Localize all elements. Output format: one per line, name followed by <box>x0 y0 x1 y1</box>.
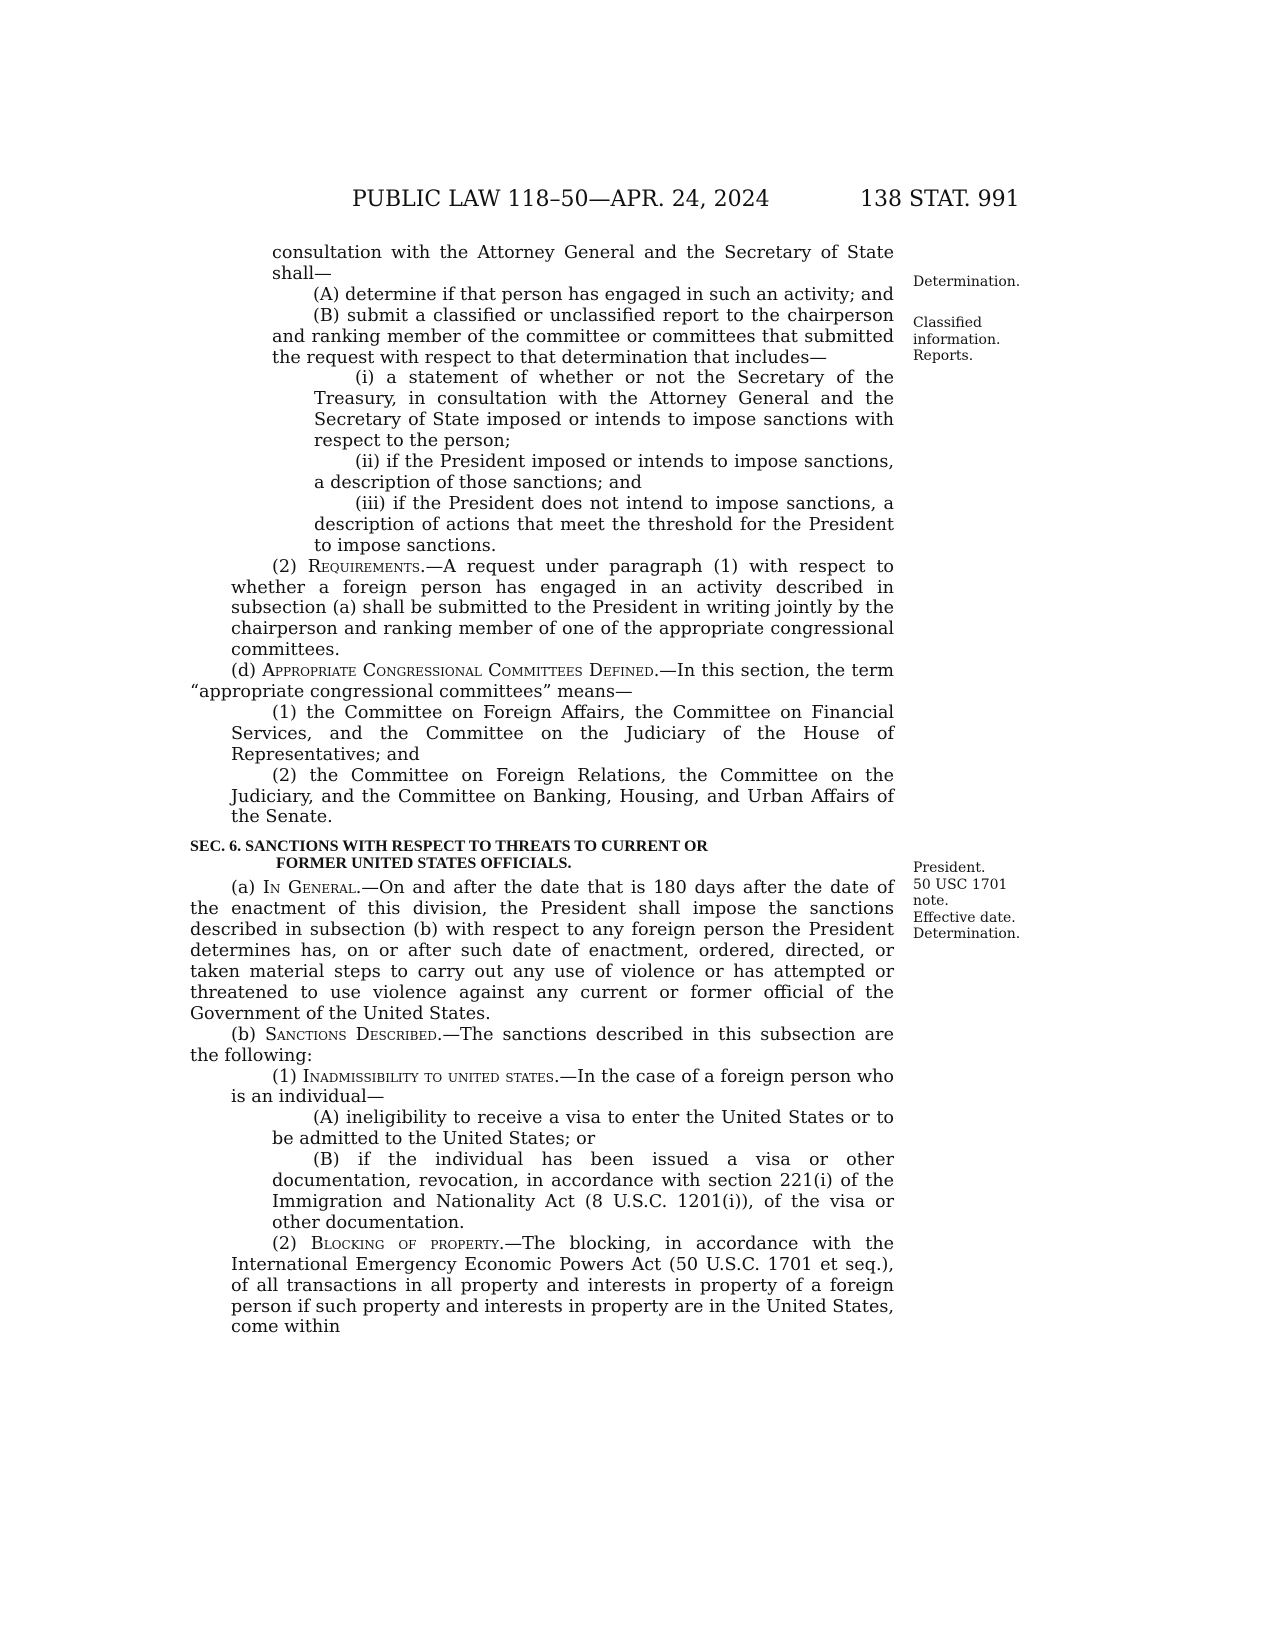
subsection-b-sanctions-described <box>190 1025 894 1067</box>
subsection-a-in-general <box>190 878 894 1024</box>
subsection-letter: (d) <box>231 661 263 682</box>
margin-note-classified-reports <box>913 315 1000 365</box>
subsection-text: .—The sanctions described in this subsection are the following: <box>190 1024 894 1066</box>
subparagraph-A-visa-ineligibility: (A) ineligibility to receive a visa to enter the United States or to be admitted to the United States; or <box>272 1108 894 1150</box>
subsection-letter: (a) <box>231 878 263 899</box>
section-heading-line: SEC. 6. SANCTIONS WITH RESPECT TO THREATS TO CURRENT OR <box>190 838 708 856</box>
paragraph-heading: Inadmissibility to united states <box>302 1066 554 1087</box>
paragraph-2-requirements <box>231 557 894 662</box>
paragraph-number: (2) <box>272 1233 311 1254</box>
subsection-heading: Sanctions Described <box>264 1024 437 1045</box>
paragraph-heading: Requirements <box>307 556 421 577</box>
section-heading-line: FORMER UNITED STATES OFFICIALS. <box>276 855 572 873</box>
margin-note-line: Determination. <box>913 926 1021 942</box>
subsection-heading: Appropriate Congressional Committees Defined <box>262 661 654 682</box>
clause-i-statement: (i) a statement of whether or not the Secretary of the Treasury, in consultation with the Attorney General and the Secretary of State imposed or intends to impose sanctions with respect to the person; <box>314 368 894 452</box>
paragraph-2-blocking-of-property <box>231 1234 894 1339</box>
stat-page-number: 138 STAT. 991 <box>860 187 1020 212</box>
margin-note-determination <box>913 274 1020 291</box>
subsection-letter: (b) <box>231 1024 265 1045</box>
margin-note-line: Determination. <box>913 274 1021 290</box>
section-6-heading <box>190 838 894 872</box>
paragraph-continuation: consultation with the Attorney General and the Secretary of State shall— <box>272 243 894 284</box>
statute-body <box>190 243 895 1338</box>
running-head-title: PUBLIC LAW 118–50—APR. 24, 2024 <box>352 187 770 212</box>
subsection-d-definitions <box>190 661 894 703</box>
subparagraph-B-visa-revocation: (B) if the individual has been issued a visa or other documentation, revocation, in accordance with section 221(i) of the Immigration and Nationality Act (8 U.S.C. 1201(i)), of the visa or other documentation. <box>272 1150 894 1233</box>
paragraph-text: .—The blocking, in accordance with the International Emergency Economic Powers Act (50 U.S.C. 1701 et seq.), of all transactions in all property and interests in property of a foreign person if such property and interests in property are in the United States, come within <box>231 1233 895 1338</box>
subsection-heading: In General <box>262 878 356 899</box>
paragraph-number: (1) <box>272 1066 303 1087</box>
paragraph-text: .—A request under paragraph (1) with respect to whether a foreign person has engaged in an activity described in subsection (a) shall be submitted to the President in writing jointly by the chairperson and ranking member of one of the appropriate congressional committees. <box>231 556 894 661</box>
margin-note-line: Effective date. <box>913 909 1016 926</box>
paragraph-2-senate-committees: (2) the Committee on Foreign Relations, the Committee on the Judiciary, and the Committee on Banking, Housing, and Urban Affairs of the Senate. <box>231 765 894 828</box>
margin-note-line: 50 USC 1701 <box>913 876 1008 893</box>
paragraph-number: (2) <box>272 556 308 577</box>
margin-note-line: Classified <box>913 315 982 331</box>
subsection-text: .—On and after the date that is 180 days after the date of the enactment of this division, the President shall impose the sanctions described in subsection (b) with respect to any foreign person the President determines has, on or after such date of enactment, ordered, directed, or taken material steps to carry out any use of violence or has attempted or threatened to use violence against any current or former official of the Government of the United States. <box>190 878 894 1024</box>
margin-note-section-6 <box>913 860 1020 943</box>
paragraph-1-inadmissibility <box>231 1067 894 1109</box>
paragraph-B-report: (B) submit a classified or unclassified report to the chairperson and ranking member of the committee or committees that submitted the request with respect to that determination that includes— <box>272 305 894 368</box>
subsection-text: .—In this section, the term “appropriate congressional committees” means— <box>190 661 894 703</box>
clause-iii-threshold: (iii) if the President does not intend to impose sanctions, a description of actions that meet the threshold for the President to impose sanctions. <box>314 493 894 556</box>
paragraph-heading: Blocking of property <box>310 1233 499 1254</box>
paragraph-A-determine: (A) determine if that person has engaged in such an activity; and <box>313 284 894 305</box>
clause-ii-sanctions: (ii) if the President imposed or intends to impose sanctions, a description of those sanctions; and <box>314 452 894 493</box>
paragraph-text: .—In the case of a foreign person who is an individual— <box>231 1066 894 1108</box>
margin-note-line: note. <box>913 893 949 909</box>
margin-note-line: President. <box>913 860 986 876</box>
margin-note-line: information. <box>913 331 1001 348</box>
paragraph-1-house-committees: (1) the Committee on Foreign Affairs, the Committee on Financial Services, and the Committee on the Judiciary of the House of Representatives; and <box>231 702 894 765</box>
margin-note-line: Reports. <box>913 348 974 364</box>
